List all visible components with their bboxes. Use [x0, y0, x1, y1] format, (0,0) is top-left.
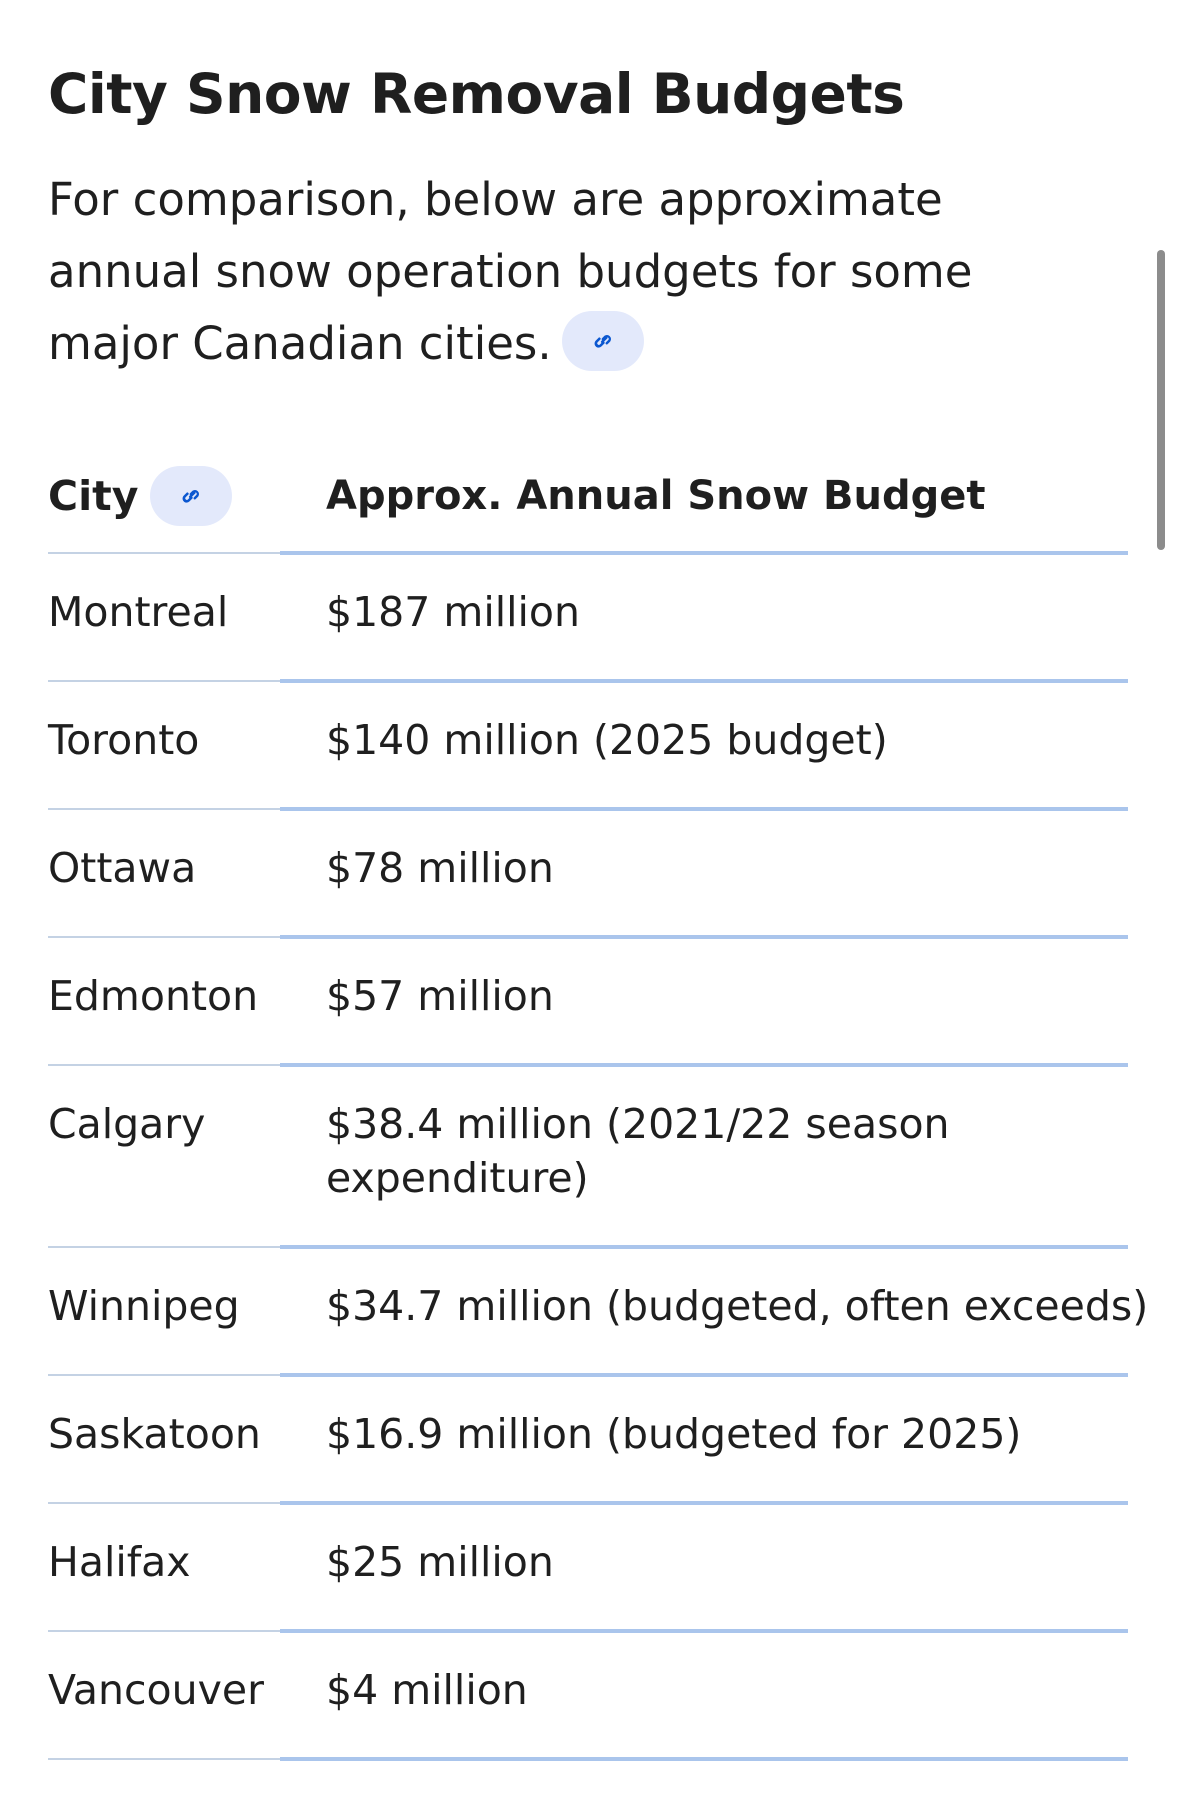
row-divider — [48, 1064, 280, 1066]
table-bottom-border — [48, 1758, 1128, 1762]
city-cell: Toronto — [48, 716, 200, 764]
budget-cell: $16.9 million (budgeted for 2025) — [326, 1410, 1022, 1458]
budget-cell: $34.7 million (budgeted, often exceeds) — [326, 1282, 1149, 1330]
row-divider — [48, 808, 280, 810]
table-row — [48, 680, 1128, 808]
city-cell: Vancouver — [48, 1666, 264, 1714]
row-divider — [280, 1629, 1128, 1633]
intro-paragraph — [48, 164, 1108, 380]
table-row — [48, 1374, 1128, 1502]
budget-cell: $38.4 million (2021/22 season expenditure) — [326, 1100, 950, 1202]
intro-text: For comparison, below are approximate annual snow operation budgets for some major Canadian cities. — [48, 173, 973, 370]
table-row — [48, 1630, 1128, 1758]
source-link-chip[interactable] — [562, 311, 644, 371]
city-cell: Edmonton — [48, 972, 259, 1020]
budget-cell: $78 million — [326, 844, 554, 892]
table-row — [48, 1246, 1149, 1374]
row-divider — [280, 1757, 1128, 1761]
city-header-label: City — [48, 472, 139, 520]
row-divider — [280, 1245, 1128, 1249]
row-divider — [48, 1630, 280, 1632]
budget-cell: $25 million — [326, 1538, 554, 1586]
section-title: City Snow Removal Budgets — [48, 62, 905, 126]
link-icon — [176, 481, 206, 511]
row-divider — [280, 1373, 1128, 1377]
budget-column-header: Approx. Annual Snow Budget — [326, 473, 986, 519]
city-cell: Ottawa — [48, 844, 197, 892]
row-divider — [48, 1502, 280, 1504]
table-row — [48, 552, 1128, 680]
row-divider — [48, 936, 280, 938]
table-row — [48, 1064, 1128, 1246]
row-divider — [280, 1063, 1128, 1067]
city-cell: Saskatoon — [48, 1410, 261, 1458]
row-divider — [48, 552, 280, 554]
row-divider — [280, 935, 1128, 939]
budget-cell: $4 million — [326, 1666, 528, 1714]
link-icon — [588, 326, 618, 356]
city-column-header — [48, 440, 232, 552]
budget-cell: $187 million — [326, 588, 580, 636]
table-row — [48, 808, 1128, 936]
row-divider — [280, 807, 1128, 811]
row-divider — [48, 1246, 280, 1248]
table-header-row — [48, 440, 1128, 552]
city-cell: Winnipeg — [48, 1282, 240, 1330]
row-divider — [48, 1374, 280, 1376]
row-divider — [280, 551, 1128, 555]
budget-table — [48, 440, 1149, 1762]
city-cell: Halifax — [48, 1538, 191, 1586]
table-body — [48, 552, 1149, 1762]
row-divider — [280, 679, 1128, 683]
city-cell: Calgary — [48, 1100, 206, 1148]
budget-cell: $57 million — [326, 972, 554, 1020]
vertical-scrollbar[interactable] — [1157, 250, 1165, 550]
row-divider — [280, 1501, 1128, 1505]
city-cell: Montreal — [48, 588, 229, 636]
city-source-link-chip[interactable] — [150, 466, 232, 526]
budget-cell: $140 million (2025 budget) — [326, 716, 888, 764]
table-row — [48, 1502, 1128, 1630]
row-divider — [48, 1758, 280, 1760]
row-divider — [48, 680, 280, 682]
table-row — [48, 936, 1128, 1064]
